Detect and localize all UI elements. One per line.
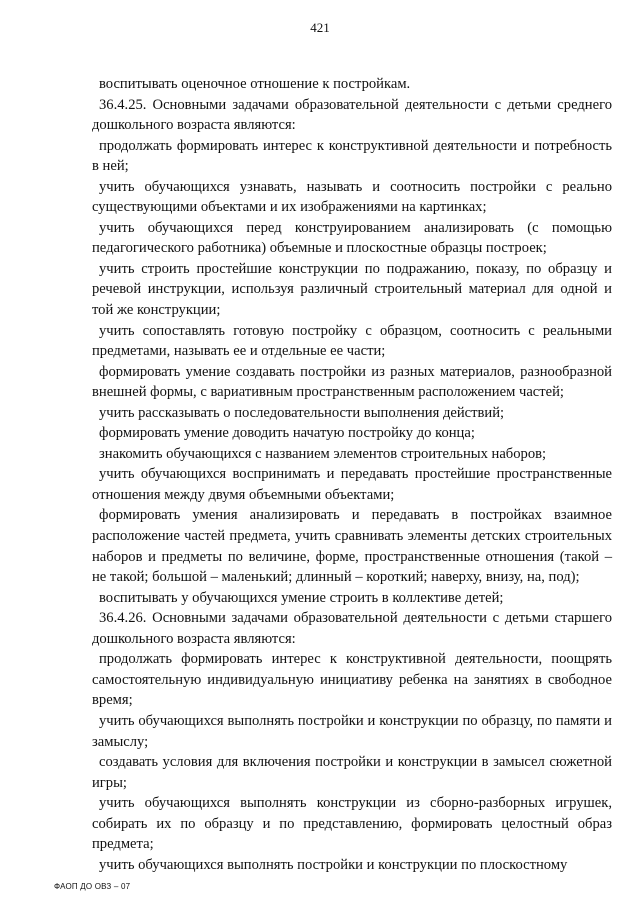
list-item: создавать условия для включения постройки и конструкции в замысел сюжетной игры; (92, 754, 612, 791)
list-item: формировать умение создавать постройки из разных материалов, разнообразной внешней формы, с вариативным пространственным расположением частей; (92, 363, 612, 401)
list-item: учить рассказывать о последовательности выполнения действий; (99, 404, 505, 421)
list-item: учить сопоставлять готовую постройку с образцом, соотносить с реальными предметами, называть ее и отдельные ее части; (92, 322, 612, 360)
list-item: продолжать формировать интерес к конструктивной деятельности и потребность в ней; (92, 137, 612, 175)
list-item: воспитывать у обучающихся умение строить в коллективе детей; (99, 589, 504, 606)
list-item: учить обучающихся выполнять постройки и конструкции по плоскостному (99, 856, 568, 873)
list-item: формировать умения анализировать и передавать в постройках взаимное расположение частей предмета, учить сравнивать элементы детских строительных наборов и предметы по величине, форме, пространственные отношения (такой – не такой; большой – маленький; длинный – короткий; наверху, внизу, на, под); (92, 507, 612, 586)
list-item: учить строить простейшие конструкции по подражанию, показу, по образцу и речевой инструкции, используя различный строительный материал для одной и той же конструкции; (92, 260, 612, 319)
list-item: формировать умение доводить начатую постройку до конца; (99, 425, 475, 442)
list-item: знакомить обучающихся с названием элементов строительных наборов; (99, 445, 547, 462)
page-number: 421 (310, 20, 330, 35)
section-heading-paragraph: 36.4.25. Основными задачами образовательной деятельности с детьми среднего дошкольного возраста являются: (92, 96, 612, 134)
list-item: учить обучающихся выполнять постройки и конструкции по образцу, по памяти и замыслу; (92, 712, 612, 750)
document-body (92, 74, 612, 875)
paragraph: воспитывать оценочное отношение к постройкам. (99, 76, 411, 92)
section-heading-paragraph: 36.4.26. Основными задачами образовательной деятельности с детьми старшего дошкольного возраста являются: (92, 610, 612, 647)
list-item: учить обучающихся перед конструированием анализировать (с помощью педагогического работника) объемные и плоскостные образцы построек; (92, 219, 612, 257)
document-footer: ФАОП ДО ОВЗ – 07 (54, 882, 131, 891)
list-item: учить обучающихся воспринимать и передавать простейшие пространственные отношения между двумя объемными объектами; (92, 466, 612, 503)
list-item: продолжать формировать интерес к конструктивной деятельности, поощрять самостоятельную индивидуальную инициативу ребенка на занятиях в свободное время; (92, 651, 612, 709)
list-item: учить обучающихся выполнять конструкции из сборно-разборных игрушек, собирать их по образцу и по представлению, формировать целостный образ предмета; (92, 795, 612, 853)
list-item: учить обучающихся узнавать, называть и соотносить постройки с реально существующими объектами и их изображениями на картинках; (92, 178, 612, 216)
